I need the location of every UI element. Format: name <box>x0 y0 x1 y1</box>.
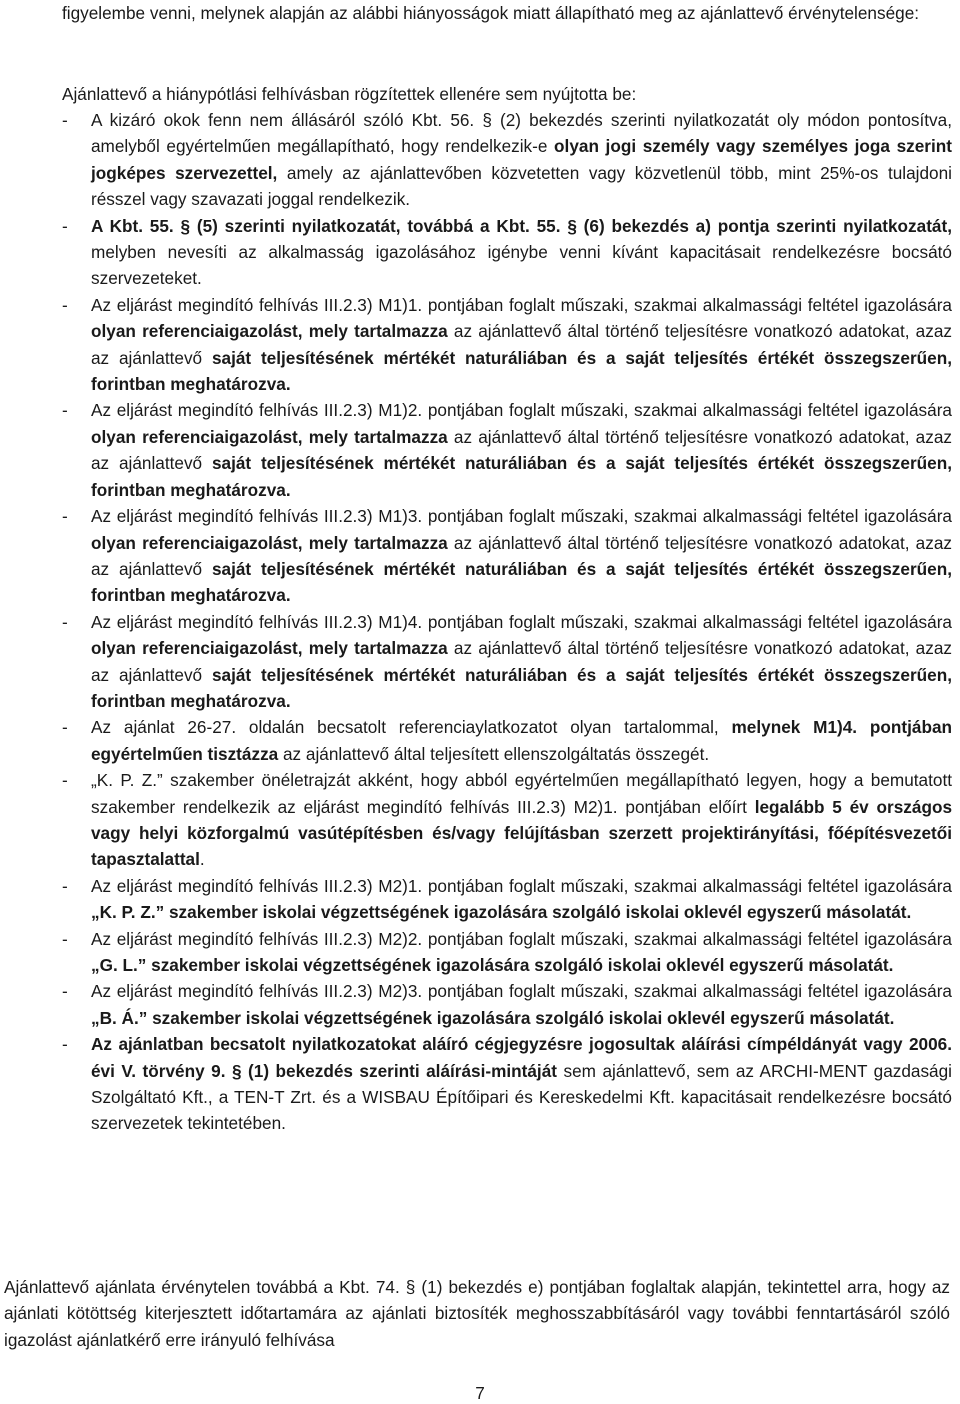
text-run: Az ajánlat 26-27. oldalán becsatolt referenciaylatkozatot olyan tartalommal, <box>91 717 732 738</box>
list-item <box>62 107 952 213</box>
list-item <box>62 397 952 503</box>
text-run: melyben nevesíti az alkalmasság igazolásához igénybe venni kívánt kapacitásait rendelkezésre bocsátó szervezeteket. <box>91 242 952 289</box>
text-run: Az eljárást megindító felhívás III.2.3) M2)1. pontjában foglalt műszaki, szakmai alkalmassági feltétel igazolására <box>91 875 952 896</box>
lead-paragraph: Ajánlattevő a hiánypótlási felhívásban rögzítettek ellenére sem nyújtotta be: <box>62 84 637 104</box>
text-run: az ajánlattevő által történő teljesítésre vonatkozó adatokat, azaz az ajánlattevő <box>91 638 952 685</box>
text-run: Az eljárást megindító felhívás III.2.3) M2)3. pontjában foglalt műszaki, szakmai alkalmassági feltétel igazolására <box>91 981 952 1002</box>
list-item <box>62 714 952 767</box>
text-run: Az eljárást megindító felhívás III.2.3) M1)2. pontjában foglalt műszaki, szakmai alkalmassági feltétel igazolására <box>91 400 952 421</box>
list-marker: - <box>62 770 68 791</box>
text-run: az ajánlattevő által teljesített ellenszolgáltatás összegét. <box>278 743 710 764</box>
text-run: az ajánlattevő által történő teljesítésre vonatkozó adatokat, azaz az ajánlattevő <box>91 532 952 579</box>
bold-text: olyan jogi személy vagy személyes joga szerint jogképes szervezettel, <box>91 136 952 183</box>
list-item <box>62 926 952 979</box>
list-marker: - <box>62 717 68 738</box>
list-item <box>62 503 952 609</box>
list-item <box>62 1031 952 1137</box>
text-run: az ajánlattevő által történő teljesítésre vonatkozó adatokat, azaz az ajánlattevő <box>91 321 952 368</box>
text-run: az ajánlattevő által történő teljesítésre vonatkozó adatokat, azaz az ajánlattevő <box>91 426 952 474</box>
text-run: Az eljárást megindító felhívás III.2.3) M1)4. pontjában foglalt műszaki, szakmai alkalmassági feltétel igazolására <box>91 611 952 632</box>
bold-text: saját teljesítésének mértékét naturáliában és a saját teljesítés értékét összegszerűen, forintban meghatározva. <box>91 664 952 711</box>
list-marker: - <box>62 215 68 236</box>
text-run: sem ajánlattevő, sem az ARCHI-MENT gazdasági Szolgáltató Kft., a TEN-T Zrt. és a WISBAU Építőipari és Kereskedelmi Kft. kapacitásait rendelkezésre bocsátó szervezetek tekintetében. <box>91 1060 952 1134</box>
list-marker: - <box>62 1034 68 1055</box>
text-run: A kizáró okok fenn nem állásáról szóló Kbt. 56. § (2) bekezdés szerinti nyilatkozatát oly módon pontosítva, amelyből egyértelműen megállapítható, hogy rendelkezik-e <box>91 110 952 157</box>
bold-text: olyan referenciaigazolást, mely tartalmazza <box>91 532 448 553</box>
closing-paragraph: Ajánlattevő ajánlata érvénytelen továbbá a Kbt. 74. § (1) bekezdés e) pontjában foglaltak alapján, tekintettel arra, hogy az ajánlati kötöttség kiterjesztett időtartamára az ajánlati biztosíték meghosszabbításáról vagy további fenntartásáról szóló igazolást ajánlatkérő erre irányuló felhívása <box>4 1277 950 1350</box>
bold-text: olyan referenciaigazolást, mely tartalmazza <box>91 638 448 659</box>
list-item <box>62 978 952 1031</box>
deficiency-list <box>62 107 952 1137</box>
bold-text: saját teljesítésének mértékét naturáliában és a saját teljesítés értékét összegszerűen, forintban meghatározva. <box>91 558 952 606</box>
bold-text: Az ajánlatban becsatolt nyilatkozatokat aláíró cégjegyzésre jogosultak aláírási címpéldányát vagy 2006. évi V. törvény 9. § (1) bekezdés szerinti aláírási-mintáját <box>91 1034 952 1081</box>
list-item <box>62 873 952 926</box>
list-marker: - <box>62 928 68 949</box>
bold-text: „B. Á.” szakember iskolai végzettségének igazolására szolgáló iskolai oklevél egyszerű másolatát. <box>91 1007 895 1028</box>
list-marker: - <box>62 611 68 632</box>
text-run: Az eljárást megindító felhívás III.2.3) M2)2. pontjában foglalt műszaki, szakmai alkalmassági feltétel igazolására <box>91 928 952 949</box>
bold-text: saját teljesítésének mértékét naturáliában és a saját teljesítés értékét összegszerűen, forintban meghatározva. <box>91 347 952 395</box>
list-marker: - <box>62 110 68 130</box>
text-run: „K. P. Z.” szakember önéletrajzát akként, hogy abból egyértelműen megállapítható legyen, hogy a bemutatott szakember rendelkezik az eljárást megindító felhívás III.2.3) M2)1. pontjában előírt <box>91 770 952 817</box>
bold-text: olyan referenciaigazolást, mely tartalmazza <box>91 321 448 342</box>
list-item <box>62 609 952 715</box>
bold-text: olyan referenciaigazolást, mely tartalmazza <box>91 426 448 447</box>
list-marker: - <box>62 875 68 896</box>
text-run: . <box>199 849 205 870</box>
list-item <box>62 292 952 398</box>
bold-text: legalább 5 év országos vagy helyi közforgalmú vasútépítésben és/vagy felújításban szerzett projektirányítási, főépítésvezetői tapasztalattal <box>91 796 952 870</box>
bold-text: saját teljesítésének mértékét naturáliában és a saját teljesítés értékét összegszerűen, forintban meghatározva. <box>91 453 952 500</box>
bold-text: „G. L.” szakember iskolai végzettségének igazolására szolgáló iskolai oklevél egyszerű másolatát. <box>91 955 894 975</box>
bold-text: A Kbt. 55. § (5) szerinti nyilatkozatát, továbbá a Kbt. 55. § (6) bekezdés a) pontja szerinti nyilatkozatát, <box>91 215 952 236</box>
list-marker: - <box>62 506 68 527</box>
list-marker: - <box>62 981 68 1002</box>
text-run: amely az ajánlattevőben közvetetten vagy közvetlenül több, mint 25%-os tulajdoni résszel vagy szavazati joggal rendelkezik. <box>91 162 952 210</box>
text-run: Az eljárást megindító felhívás III.2.3) M1)3. pontjában foglalt műszaki, szakmai alkalmassági feltétel igazolására <box>91 506 952 527</box>
page-number: 7 <box>475 1383 485 1403</box>
bold-text: „K. P. Z.” szakember iskolai végzettségének igazolására szolgáló iskolai oklevél egyszerű másolatát. <box>91 902 912 923</box>
bold-text: melynek M1)4. pontjában egyértelműen tisztázza <box>91 717 953 764</box>
list-item <box>62 213 952 292</box>
list-item <box>62 767 952 873</box>
intro-paragraph: figyelembe venni, melynek alapján az alábbi hiányosságok miatt állapítható meg az ajánlattevő érvénytelensége: <box>62 3 920 23</box>
list-marker: - <box>62 294 68 315</box>
text-run: Az eljárást megindító felhívás III.2.3) M1)1. pontjában foglalt műszaki, szakmai alkalmassági feltétel igazolására <box>91 294 952 315</box>
list-marker: - <box>62 400 68 421</box>
